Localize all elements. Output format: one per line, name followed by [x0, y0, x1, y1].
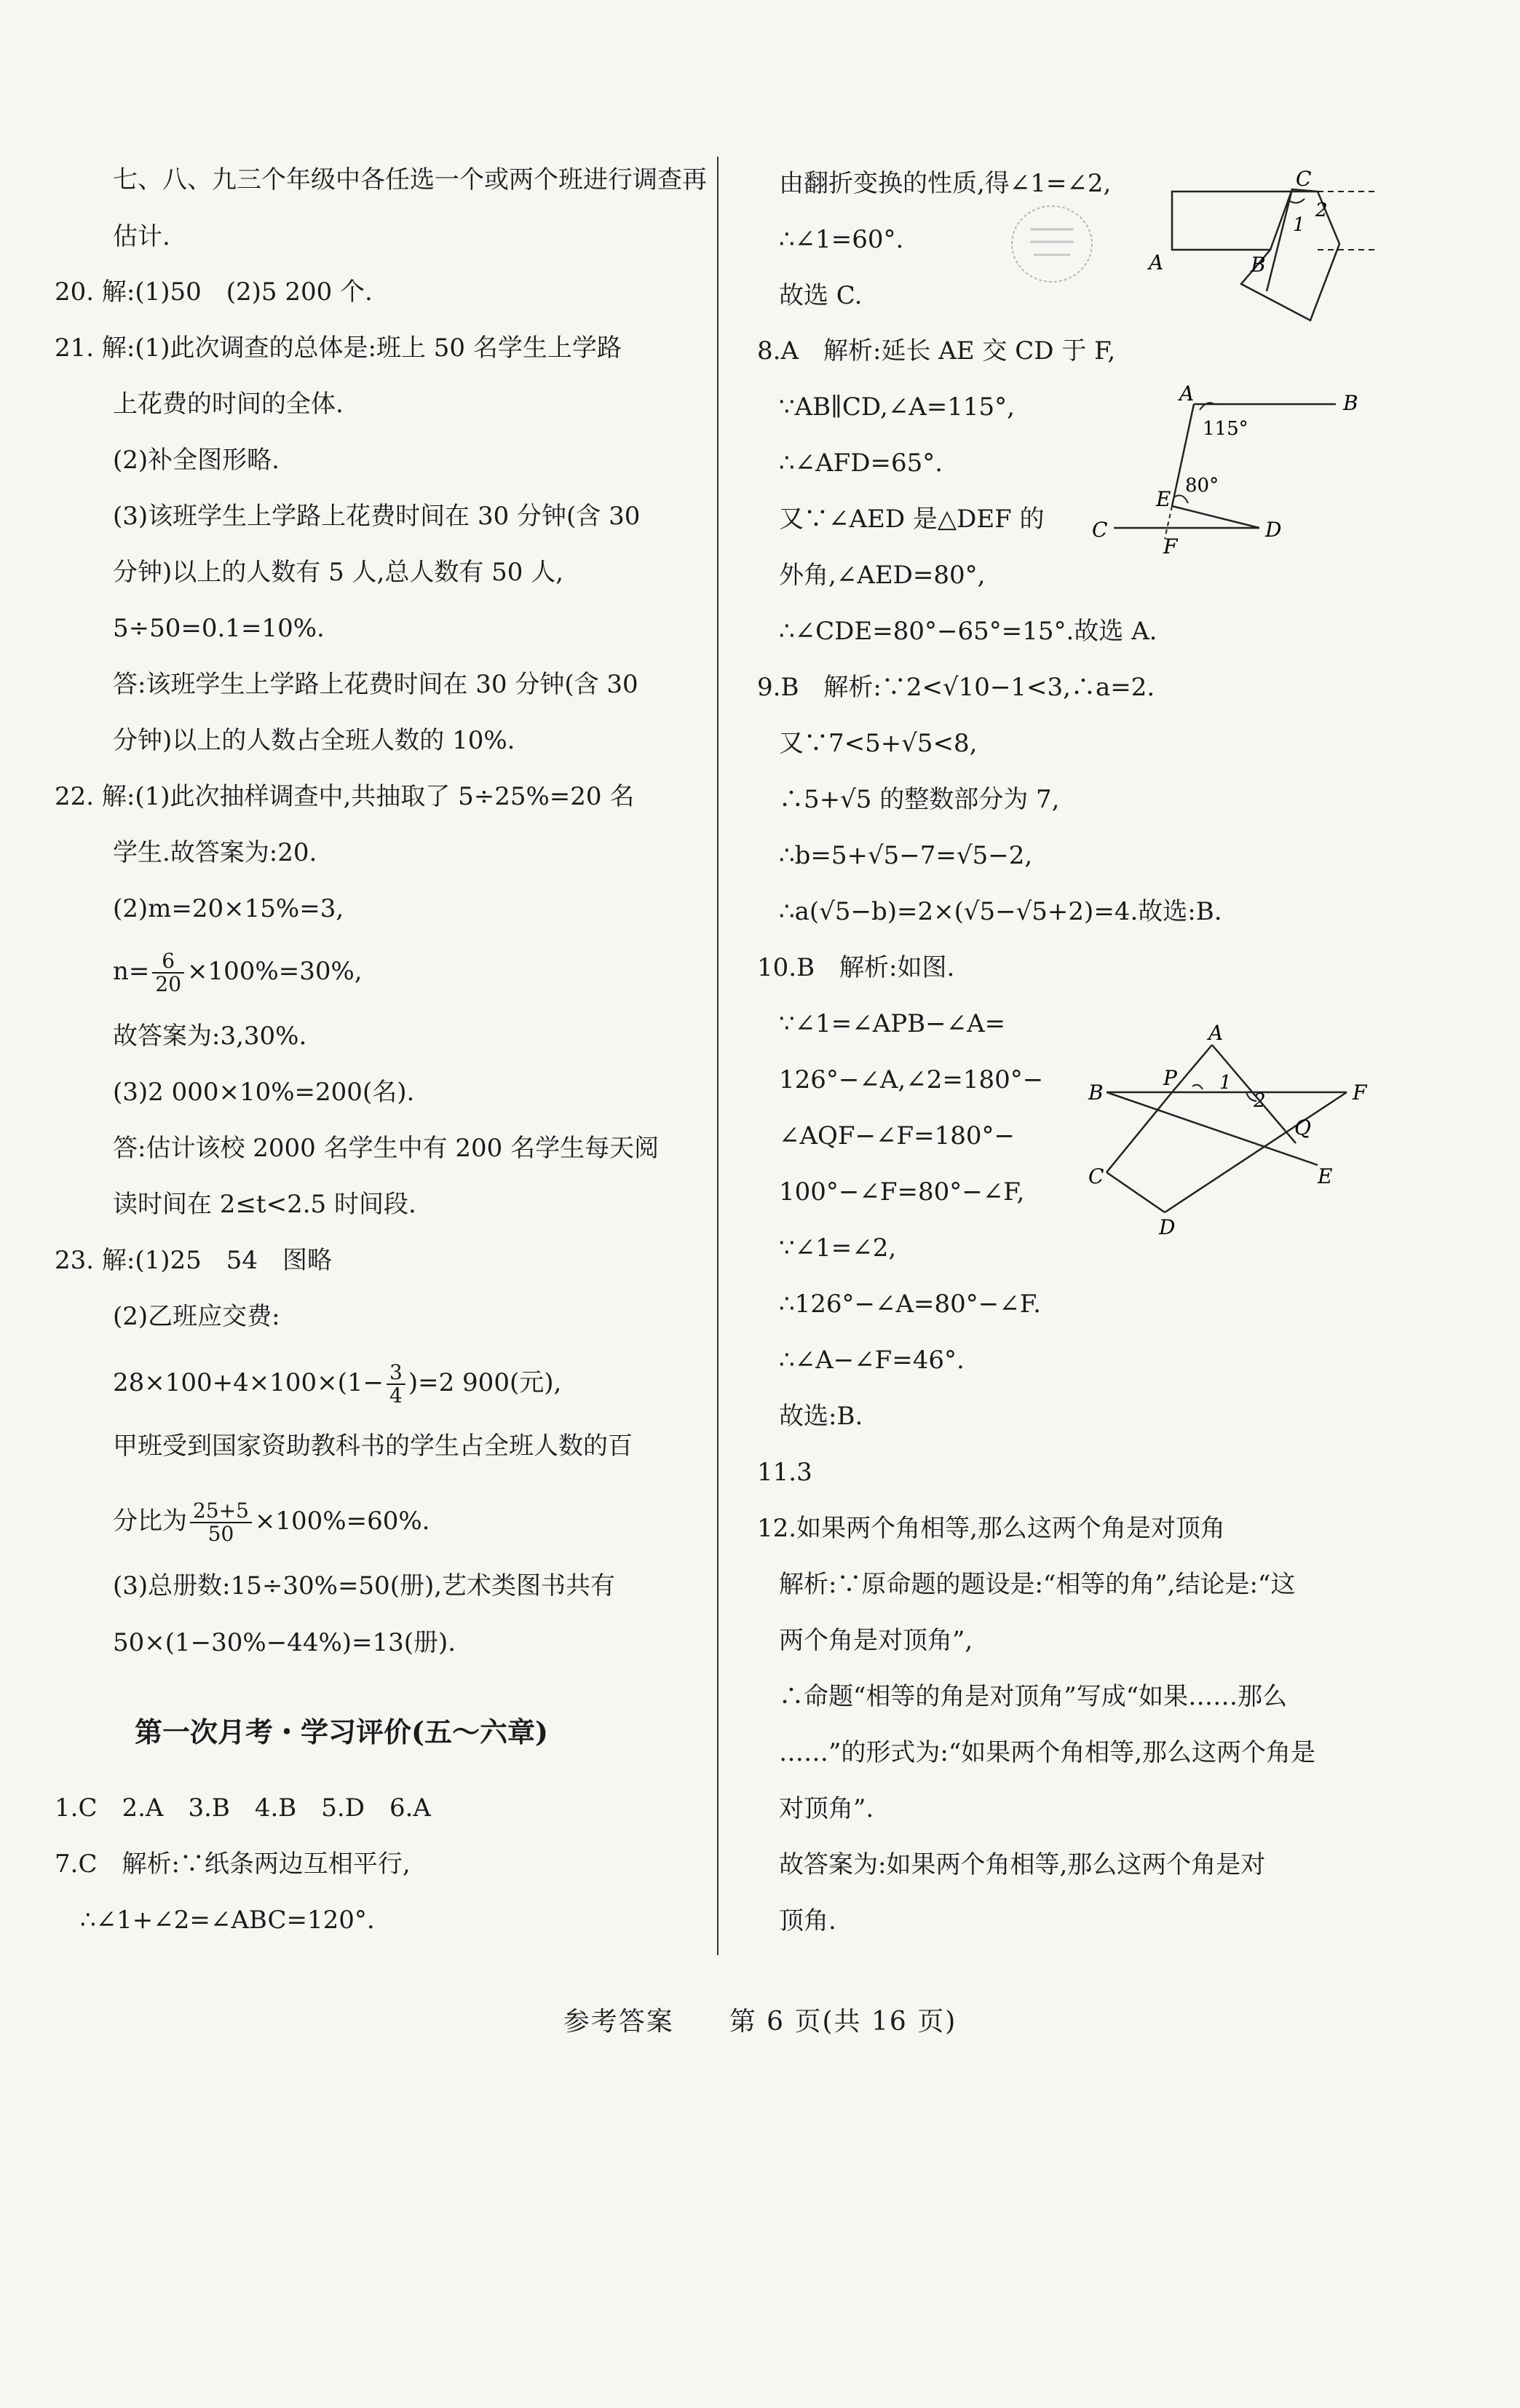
angle-label: 115° [1203, 418, 1248, 440]
angle-label: 80° [1185, 475, 1219, 497]
text-line: ∴5+√5 的整数部分为 7, [779, 785, 1060, 814]
text-line: ∵AB∥CD,∠A=115°, [779, 392, 1015, 422]
text-line: 126°−∠A,∠2=180°− [779, 1065, 1044, 1094]
denominator: 4 [389, 1383, 403, 1408]
text-line: 对顶角”. [779, 1794, 874, 1823]
label: F [1163, 534, 1178, 558]
label: E [1156, 487, 1171, 511]
text-line: ∴∠A−∠F=46°. [779, 1346, 965, 1375]
text-line: ∴∠CDE=80°−65°=15°.故选 A. [779, 617, 1157, 646]
label: 1 [1293, 214, 1305, 236]
label: C [1296, 167, 1312, 191]
label: C [1088, 1164, 1104, 1188]
text: )=2 900(元), [408, 1368, 562, 1397]
label: F [1353, 1081, 1367, 1105]
text-line: 又∵7<5+√5<8, [779, 729, 978, 758]
text: n= [113, 957, 150, 986]
text-line: 故答案为:如果两个角相等,那么这两个角是对 [779, 1850, 1266, 1879]
text: 分比为 [113, 1507, 187, 1536]
label: 1 [1219, 1072, 1232, 1094]
text: ×100%=60%. [254, 1507, 430, 1536]
answer-8: 8.A 解析:延长 AE 交 CD 于 F, [757, 336, 1116, 366]
label: A [1149, 250, 1164, 275]
text-line: ∵∠1=∠APB−∠A= [779, 1009, 1006, 1038]
text-line: 故答案为:3,30%. [113, 1022, 307, 1051]
formula-n [113, 950, 363, 995]
text-line: (3)该班学生上学路上花费时间在 30 分钟(含 30 [113, 502, 641, 531]
label: D [1159, 1215, 1176, 1239]
text-line: 答:估计该校 2000 名学生中有 200 名学生每天阅 [113, 1134, 660, 1163]
answer-10: 10.B 解析:如图. [757, 953, 955, 982]
text-line: ∠AQF−∠F=180°− [779, 1121, 1015, 1150]
label: B [1251, 253, 1266, 277]
text-line: ∴∠1=60°. [779, 225, 904, 254]
page-footer: 参考答案 第 6 页(共 16 页) [563, 2007, 957, 2037]
text-line: 甲班受到国家资助教科书的学生占全班人数的百 [113, 1432, 633, 1461]
text-line: ∴命题“相等的角是对顶角”写成“如果……那么 [779, 1682, 1288, 1711]
text-line: 又∵∠AED 是△DEF 的 [779, 505, 1045, 534]
label: P [1163, 1066, 1177, 1090]
label: E [1318, 1164, 1333, 1188]
label: Q [1294, 1116, 1311, 1140]
answer-22: 22. 解:(1)此次抽样调查中,共抽取了 5÷25%=20 名 [55, 782, 635, 811]
text-line: ∴126°−∠A=80°−∠F. [779, 1290, 1041, 1319]
answer-9: 9.B 解析:∵2<√10−1<3,∴a=2. [757, 673, 1155, 702]
text-line: (2)乙班应交费: [113, 1302, 280, 1331]
figure-q7 [1143, 164, 1390, 339]
text-line: ∵∠1=∠2, [779, 1233, 897, 1263]
text-line: ∴a(√5−b)=2×(√5−√5+2)=4.故选:B. [779, 897, 1222, 926]
text-line: 两个角是对顶角”, [779, 1626, 973, 1655]
text-line: (2)m=20×15%=3, [113, 894, 344, 923]
numerator: 3 [387, 1362, 405, 1385]
text-line: (2)补全图形略. [113, 446, 280, 475]
text-line: 上花费的时间的全体. [113, 390, 344, 419]
formula-percent [113, 1500, 430, 1545]
denominator: 20 [155, 972, 182, 996]
text-line: 由翻折变换的性质,得∠1=∠2, [779, 169, 1112, 198]
formula-fee [113, 1362, 561, 1407]
text-line: 分钟)以上的人数占全班人数的 10%. [113, 726, 515, 755]
text-line: 分钟)以上的人数有 5 人,总人数有 50 人, [113, 558, 564, 587]
label: 2 [1254, 1090, 1266, 1112]
text-line: 七、八、九三个年级中各任选一个或两个班进行调查再 [113, 165, 707, 194]
answer-7: 7.C 解析:∵纸条两边互相平行, [55, 1850, 411, 1879]
answer-12: 12.如果两个角相等,那么这两个角是对顶角 [757, 1514, 1225, 1543]
text-line: (3)2 000×10%=200(名). [113, 1078, 415, 1107]
text-line: 答:该班学生上学路上花费时间在 30 分钟(含 30 [113, 670, 638, 699]
label: 2 [1315, 200, 1328, 221]
label: B [1343, 391, 1358, 415]
text-line: 故选:B. [779, 1402, 863, 1431]
answer-21: 21. 解:(1)此次调查的总体是:班上 50 名学生上学路 [55, 333, 622, 363]
section-heading: 第一次月考・学习评价(五～六章) [135, 1716, 548, 1748]
denominator: 50 [207, 1522, 234, 1546]
answer-11: 11.3 [757, 1458, 812, 1487]
text-line: 解析:∵原命题的题设是:“相等的角”,结论是:“这 [779, 1570, 1296, 1599]
text-line: ∴∠AFD=65°. [779, 449, 943, 478]
fraction [190, 1500, 252, 1545]
text-line: ……”的形式为:“如果两个角相等,那么这两个角是 [779, 1738, 1316, 1767]
text-line: (3)总册数:15÷30%=50(册),艺术类图书共有 [113, 1571, 616, 1600]
text-line: 顶角. [779, 1906, 836, 1935]
text-line: 外角,∠AED=80°, [779, 561, 986, 590]
fraction [387, 1362, 405, 1407]
column-divider [717, 157, 719, 1955]
figure-q8 [1085, 382, 1376, 564]
answers-1-6: 1.C 2.A 3.B 4.B 5.D 6.A [55, 1793, 431, 1823]
text-line: 估计. [113, 222, 170, 251]
text-line: 故选 C. [779, 281, 863, 310]
text: 28×100+4×100×(1− [113, 1368, 384, 1397]
text-line: ∴b=5+√5−7=√5−2, [779, 841, 1033, 870]
numerator: 25+5 [190, 1500, 252, 1523]
label: C [1092, 518, 1108, 542]
label: B [1088, 1081, 1104, 1105]
answer-23: 23. 解:(1)25 54 图略 [55, 1246, 333, 1275]
text-line: 读时间在 2≤t<2.5 时间段. [113, 1190, 416, 1219]
text: ×100%=30%, [187, 957, 363, 986]
label: D [1265, 518, 1282, 542]
label: A [1208, 1021, 1224, 1045]
text-line: 学生.故答案为:20. [113, 838, 317, 867]
stamp-watermark [1005, 197, 1099, 291]
label: A [1179, 382, 1195, 406]
fraction [152, 950, 184, 995]
text-line: 50×(1−30%−44%)=13(册). [113, 1628, 456, 1657]
numerator: 6 [152, 950, 184, 974]
text-line: 5÷50=0.1=10%. [113, 614, 325, 643]
answer-20: 20. 解:(1)50 (2)5 200 个. [55, 277, 373, 307]
text-line: 100°−∠F=80°−∠F, [779, 1177, 1025, 1207]
text-line: ∴∠1+∠2=∠ABC=120°. [80, 1906, 375, 1935]
figure-q10 [1085, 1019, 1390, 1252]
